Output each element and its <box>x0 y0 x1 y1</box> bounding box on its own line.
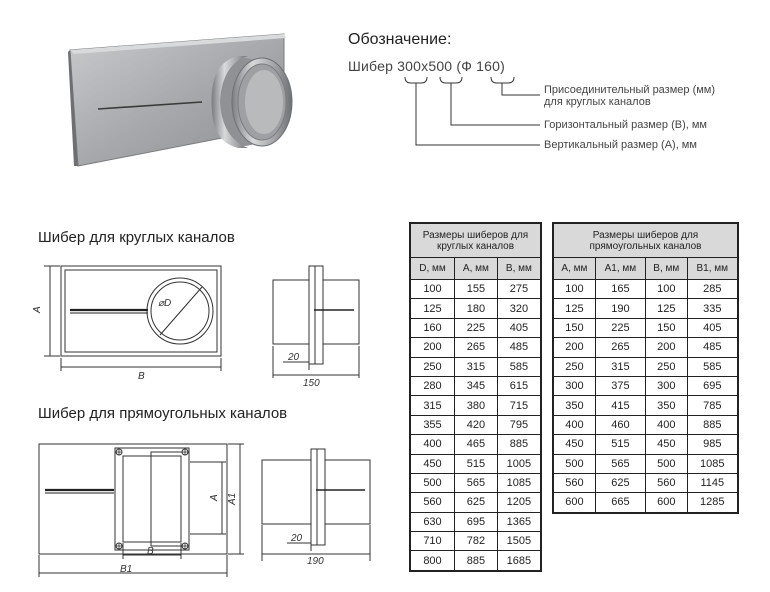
table-caption <box>410 223 541 258</box>
table-cell: 100 <box>553 280 595 299</box>
table-cell: 180 <box>454 299 497 318</box>
table-row <box>553 396 738 415</box>
table-cell: 695 <box>687 376 738 395</box>
table-cell: 785 <box>687 396 738 415</box>
table-cell: 300 <box>645 376 687 395</box>
table-cell: 1505 <box>497 532 541 551</box>
dim-label-b: B <box>147 546 154 557</box>
table-cell: 1365 <box>497 512 541 531</box>
table-caption <box>553 223 738 258</box>
table-row <box>410 512 541 531</box>
rect-damper-side-drawing <box>255 445 380 565</box>
table-cell: 800 <box>410 551 454 571</box>
table-cell: 1145 <box>687 473 738 492</box>
table-row <box>410 338 541 357</box>
table-cell: 125 <box>410 299 454 318</box>
table-row <box>553 454 738 473</box>
table-cell: 315 <box>595 357 645 376</box>
table-cell: 795 <box>497 415 541 434</box>
table-cell: 405 <box>687 318 738 337</box>
dim-label-length: 190 <box>307 556 324 565</box>
table-row <box>410 435 541 454</box>
table-cell: 415 <box>595 396 645 415</box>
table-cell: 225 <box>454 318 497 337</box>
table-cell: 625 <box>595 473 645 492</box>
dim-label-thickness: 20 <box>288 352 300 363</box>
table-row <box>553 473 738 492</box>
table-row <box>553 493 738 513</box>
callout-line: для круглых каналов <box>544 96 651 108</box>
round-table-body <box>410 280 541 571</box>
table-cell: 250 <box>645 357 687 376</box>
table-cell: 695 <box>454 512 497 531</box>
table-row <box>553 338 738 357</box>
callout-line: Присоединительный размер (мм) <box>544 84 716 96</box>
table-row <box>410 396 541 415</box>
table-row <box>410 454 541 473</box>
table-row <box>410 551 541 571</box>
table-cell: 315 <box>454 357 497 376</box>
table-row <box>410 415 541 434</box>
table-cell: 615 <box>497 376 541 395</box>
table-cell: 265 <box>454 338 497 357</box>
table-row <box>410 473 541 492</box>
table-cell: 275 <box>497 280 541 299</box>
callout-vertical-size: Вертикальный размер (А), мм <box>544 139 697 151</box>
table-cell: 560 <box>410 493 454 512</box>
round-section-title: Шибер для круглых каналов <box>38 229 235 246</box>
dim-label-b1: B1 <box>120 564 133 575</box>
callout-connection-size <box>544 84 715 108</box>
table-row <box>553 376 738 395</box>
table-cell: 630 <box>410 512 454 531</box>
table-cell: 885 <box>497 435 541 454</box>
table-cell: 500 <box>553 454 595 473</box>
table-row <box>553 280 738 299</box>
table-cell: 320 <box>497 299 541 318</box>
table-cell: 1005 <box>497 454 541 473</box>
table-cell: 450 <box>410 454 454 473</box>
round-damper-side-drawing <box>268 262 368 387</box>
dim-label-b: B <box>138 371 145 380</box>
table-cell: 335 <box>687 299 738 318</box>
table-cell: 585 <box>497 357 541 376</box>
designation-callout-lines <box>0 0 770 160</box>
table-cell: 400 <box>553 415 595 434</box>
table-cell: 200 <box>410 338 454 357</box>
table-cell: 450 <box>553 435 595 454</box>
table-cell: 485 <box>497 338 541 357</box>
table-cell: 420 <box>454 415 497 434</box>
table-cell: 190 <box>595 299 645 318</box>
caption-line: Размеры шиберов для <box>592 229 699 241</box>
table-cell: 465 <box>454 435 497 454</box>
table-cell: 100 <box>410 280 454 299</box>
table-cell: 885 <box>687 415 738 434</box>
table-cell: 375 <box>595 376 645 395</box>
dim-label-a1: A1 <box>227 492 238 505</box>
table-cell: 125 <box>553 299 595 318</box>
caption-line: прямоугольных каналов <box>589 240 702 252</box>
table-cell: 560 <box>553 473 595 492</box>
round-damper-front-drawing <box>30 255 240 380</box>
column-header: А, мм <box>553 258 595 280</box>
table-cell: 400 <box>645 415 687 434</box>
table-cell: 600 <box>553 493 595 513</box>
table-cell: 1085 <box>497 473 541 492</box>
table-row <box>410 318 541 337</box>
designation-heading: Обозначение: <box>348 31 452 48</box>
table-cell: 350 <box>553 396 595 415</box>
dim-label-length: 150 <box>303 378 320 387</box>
table-row <box>410 493 541 512</box>
table-cell: 125 <box>645 299 687 318</box>
table-cell: 500 <box>410 473 454 492</box>
table-cell: 985 <box>687 435 738 454</box>
table-row <box>410 376 541 395</box>
table-cell: 380 <box>454 396 497 415</box>
table-cell: 460 <box>595 415 645 434</box>
caption-line: круглых каналов <box>436 240 515 252</box>
table-cell: 1085 <box>687 454 738 473</box>
table-cell: 625 <box>454 493 497 512</box>
table-cell: 585 <box>687 357 738 376</box>
table-cell: 100 <box>645 280 687 299</box>
table-cell: 315 <box>410 396 454 415</box>
table-cell: 150 <box>645 318 687 337</box>
table-cell: 450 <box>645 435 687 454</box>
table-cell: 515 <box>454 454 497 473</box>
table-cell: 265 <box>595 338 645 357</box>
table-cell: 150 <box>553 318 595 337</box>
table-cell: 405 <box>497 318 541 337</box>
table-cell: 600 <box>645 493 687 513</box>
round-dimensions-table <box>409 222 542 572</box>
table-row <box>553 318 738 337</box>
table-cell: 300 <box>553 376 595 395</box>
table-cell: 782 <box>454 532 497 551</box>
column-header: А, мм <box>454 258 497 280</box>
caption-line: Размеры шиберов для <box>422 229 529 241</box>
rect-section-title: Шибер для прямоугольных каналов <box>38 405 288 422</box>
table-cell: 155 <box>454 280 497 299</box>
column-header: D, мм <box>410 258 454 280</box>
table-cell: 565 <box>454 473 497 492</box>
dim-label-a: A <box>32 306 43 313</box>
table-cell: 885 <box>454 551 497 571</box>
table-row <box>553 357 738 376</box>
table-cell: 285 <box>687 280 738 299</box>
column-header: В1, мм <box>687 258 738 280</box>
table-row <box>410 357 541 376</box>
table-row <box>410 299 541 318</box>
rect-table-body <box>553 280 738 513</box>
table-cell: 165 <box>595 280 645 299</box>
table-cell: 485 <box>687 338 738 357</box>
table-cell: 280 <box>410 376 454 395</box>
table-cell: 200 <box>645 338 687 357</box>
table-cell: 355 <box>410 415 454 434</box>
table-row <box>553 415 738 434</box>
callout-horizontal-size: Горизонтальный размер (B), мм <box>544 119 707 131</box>
rect-dimensions-table <box>552 222 739 514</box>
table-cell: 160 <box>410 318 454 337</box>
table-cell: 350 <box>645 396 687 415</box>
table-cell: 1205 <box>497 493 541 512</box>
table-cell: 715 <box>497 396 541 415</box>
table-cell: 515 <box>595 435 645 454</box>
table-cell: 710 <box>410 532 454 551</box>
table-cell: 500 <box>645 454 687 473</box>
table-cell: 560 <box>645 473 687 492</box>
column-header: А1, мм <box>595 258 645 280</box>
table-cell: 400 <box>410 435 454 454</box>
table-cell: 665 <box>595 493 645 513</box>
table-cell: 250 <box>553 357 595 376</box>
dim-label-d: ⌀D <box>158 298 172 309</box>
table-row <box>410 532 541 551</box>
rect-damper-front-drawing <box>30 437 255 579</box>
table-cell: 345 <box>454 376 497 395</box>
table-row <box>553 435 738 454</box>
dim-label-thickness: 20 <box>291 533 303 544</box>
table-cell: 1685 <box>497 551 541 571</box>
table-cell: 1285 <box>687 493 738 513</box>
column-header: В, мм <box>645 258 687 280</box>
column-header: В, мм <box>497 258 541 280</box>
table-cell: 250 <box>410 357 454 376</box>
dim-label-a: A <box>209 494 220 501</box>
designation-code: Шибер 300х500 (Ф 160) <box>348 58 505 74</box>
table-cell: 565 <box>595 454 645 473</box>
table-row <box>553 299 738 318</box>
table-cell: 200 <box>553 338 595 357</box>
table-row <box>410 280 541 299</box>
table-cell: 225 <box>595 318 645 337</box>
